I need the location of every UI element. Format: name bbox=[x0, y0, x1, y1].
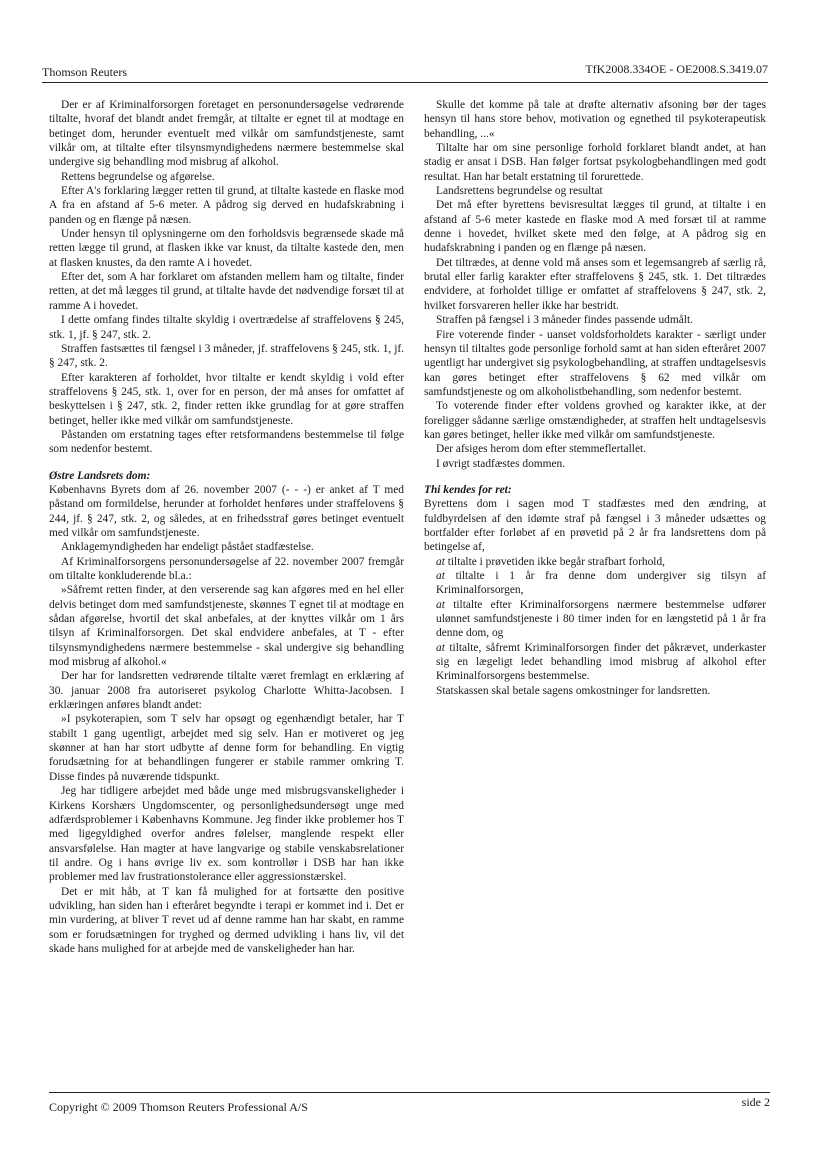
condition-item bbox=[424, 641, 766, 684]
paragraph: Efter karakteren af forholdet, hvor tiltalte er kendt skyldig i vold efter straffelovens § 245, stk. 1, over for en person, der må anses for omfattet af beskyttelsen i § 247, stk. 2, finder retten ikke grundlag for at gøre straffen betinget, heller ikke med vilkår om samfundstjeneste. bbox=[49, 371, 404, 427]
paragraph: Tiltalte har om sine personlige forhold forklaret blandt andet, at han stadig er ansat i DSB. Han følger fortsat psykologbehandlingen med godt resultat. Han har betalt erstatning til forurettede. bbox=[424, 142, 766, 183]
left-column bbox=[49, 98, 404, 956]
quote-paragraph: Jeg har tidligere arbejdet med både unge med misbrugsvanskeligheder i Kirkens Korshærs Ungdomscenter, og personlighedsundersøgt unge med adfærdsproblemer i Københavns Kommune. Jeg finder ikke problemer hos T med ligegyldighed overfor andres følelser, manglende respekt eller ansvarsfølelse. Han magter at have langvarige og stabile venskabsrelationer til andre. Og i hans øvrige liv ex. som kontrollør i DSB har han ikke problemer med lav frustrationstolerance eller aggressionstærskel. bbox=[49, 785, 404, 884]
condition-text: tiltalte efter Kriminalforsorgens nærmere bestemmelse udfører ulønnet samfundstjeneste i 80 timer inden for en længstetid på 1 år fra denne dom, og bbox=[436, 598, 766, 640]
paragraph: Der afsiges herom dom efter stemmeflertallet. bbox=[436, 443, 647, 456]
quote-paragraph: »I psykoterapien, som T selv har opsøgt og egenhændigt betaler, har T stabilt 1 gang ugentligt, arbejdet med sig selv. Han er motiveret og jeg skønner at han har stort udbytte af denne form for behandling. En vigtig forudsætning for at behandlingen fungerer er stabile rammer omkring T. Disse findes på nuværende tidspunkt. bbox=[49, 713, 404, 783]
paragraph: Det må efter byrettens bevisresultat lægges til grund, at tiltalte i en afstand af 5-6 meter kastede en flaske mod A med forsæt til at ramme denne i hovedet, hvilket skete med den følge, at A pådrog sig en hudafskrabning i panden og en flænge på næsen. bbox=[424, 199, 766, 255]
publisher-name: Thomson Reuters bbox=[42, 65, 127, 79]
paragraph: Der er af Kriminalforsorgen foretaget en personundersøgelse vedrørende tiltalte, hvoraf det blandt andet fremgår, at tiltalte er egnet til at modtage en betinget dom, herunder eventuelt med vilkår om samfundstjeneste, samt vilkår om, at tiltalte efter tilsynsmyndighedens nærmere bestemmelse skal undergive sig behandling mod misbrug af alkohol. bbox=[49, 99, 404, 169]
condition-item bbox=[424, 555, 766, 569]
condition-text: tiltalte i 1 år fra denne dom undergiver sig tilsyn af Kriminalforsorgen, bbox=[436, 570, 766, 597]
copyright-notice: Copyright © 2009 Thomson Reuters Professional A/S bbox=[49, 1100, 308, 1114]
section-heading: Østre Landsrets dom: bbox=[49, 469, 151, 482]
verdict-paragraph: Byrettens dom i sagen mod T stadfæstes med den ændring, at fuldbyrdelsen af den idømte straf på fængsel i 3 måneder udsættes og bortfalder efter forløbet af en prøvetid på 2 år fra landsrettens dom på betingelse af, bbox=[424, 498, 766, 554]
condition-text: tiltalte i prøvetiden ikke begår strafbart forhold, bbox=[444, 555, 666, 568]
document-reference: TfK2008.334OE - OE2008.S.3419.07 bbox=[585, 62, 768, 76]
quote-paragraph: Skulle det komme på tale at drøfte alternativ afsoning bør der tages hensyn til hans store behov, motivation og egnethed til psykoterapeutisk behandling, ...« bbox=[424, 99, 766, 140]
paragraph: I dette omfang findes tiltalte skyldig i overtrædelse af straffelovens § 245, stk. 1, jf. § 247, stk. 2. bbox=[49, 314, 404, 341]
subheading: Landsrettens begrundelse og resultat bbox=[436, 185, 603, 198]
section-heading: Thi kendes for ret: bbox=[424, 483, 512, 496]
right-column bbox=[424, 98, 766, 698]
condition-lead: at bbox=[436, 555, 445, 568]
condition-item bbox=[424, 598, 766, 641]
paragraph: Af Kriminalforsorgens personundersøgelse af 22. november 2007 fremgår om tiltalte konkluderende bl.a.: bbox=[49, 555, 404, 582]
paragraph: Rettens begrundelse og afgørelse. bbox=[61, 170, 215, 183]
quote-paragraph: »Såfremt retten finder, at den verserende sag kan afgøres med en hel eller delvis betinget dom med samfundstjeneste, skønnes T egnet til at modtage en sådan afgørelse, hvortil det skal anbefales, at der knyttes vilkår om 1 års tilsyn af Kriminalforsorgen. Det skal endvidere anbefales, at T - efter tilsynsmyndighedens nærmere bestemmelse - skal undergive sig behandling mod misbrug af alkohol.« bbox=[49, 584, 404, 669]
page-header bbox=[42, 62, 768, 83]
paragraph: Anklagemyndigheden har endeligt påstået stadfæstelse. bbox=[61, 541, 314, 554]
paragraph: To voterende finder efter voldens grovhed og karakter ikke, at der foreligger sådanne særlige omstændigheder, at straffen helt undtagelsesvis kan gøres betinget, heller ikke med vilkår om samfundstjeneste. bbox=[424, 400, 766, 441]
page-number: side 2 bbox=[741, 1095, 770, 1109]
paragraph: Efter A's forklaring lægger retten til grund, at tiltalte kastede en flaske mod A fra en afstand af 5-6 meter. A pådrog sig derved en hudafskrabning i panden og en flænge på næsen. bbox=[49, 185, 404, 226]
paragraph: Straffen på fængsel i 3 måneder findes passende udmålt. bbox=[436, 314, 693, 327]
page-footer bbox=[49, 1092, 770, 1123]
paragraph: Straffen fastsættes til fængsel i 3 måneder, jf. straffelovens § 245, stk. 1, jf. § 247, stk. 2. bbox=[49, 342, 404, 370]
quote-paragraph: Det er mit håb, at T kan få mulighed for at fortsætte den positive udvikling, han siden han i efteråret begyndte i terapi er kommet ind i. Det er min vurdering, at bliver T revet ud af denne ramme han har skabt, en ramme som er forudsætningen for tryghed og dermed udvikling i hans liv, vil det skade hans mulighed for at arbejde med de vanskeligheder han har. bbox=[49, 885, 404, 955]
paragraph: I øvrigt stadfæstes dommen. bbox=[436, 457, 566, 470]
condition-lead: at bbox=[436, 570, 445, 582]
paragraph: Det tiltrædes, at denne vold må anses som et legemsangreb af særlig rå, brutal eller farlig karakter efter straffelovens § 245, stk. 1. Det tiltrædes endvidere, at forholdet tillige er omfattet af straffelovens § 247, stk. 2, hvilket forsvareren heller ikke har bestridt. bbox=[424, 256, 766, 312]
paragraph: Fire voterende finder - uanset voldsforholdets karakter - særligt under hensyn til tiltaltes gode personlige forhold samt at han siden efteråret 2007 ugentligt har undergivet sig psykologbehandling, at straffen undtagelsesvis kan gøres betinget efter straffelovens § 62 med vilkår om samfundstjeneste og om alkoholistbehandling, som nedenfor bestemt. bbox=[424, 328, 766, 398]
paragraph: Under hensyn til oplysningerne om den forholdsvis begrænsede skade må retten lægge til grund, at flasken ikke var knust, da tiltalte kastede den, men at flasken knustes, da den ramte A i hovedet. bbox=[49, 228, 404, 269]
paragraph: Påstanden om erstatning tages efter retsformandens bestemmelse til følge som nedenfor bestemt. bbox=[49, 428, 404, 456]
paragraph: Der har for landsretten vedrørende tiltalte været fremlagt en erklæring af 30. januar 2008 fra autoriseret psykolog Charlotte Whitta-Jacobsen. I erklæringen anføres blandt andet: bbox=[49, 670, 404, 712]
paragraph: Københavns Byrets dom af 26. november 2007 (- - -) er anket af T med påstand om formildelse, herunder at forholdet henføres under straffelovens § 244, jf. § 247, stk. 2, og således, at en frihedsstraf gøres betinget eventuelt med vilkår om samfundstjeneste. bbox=[49, 483, 404, 539]
paragraph: Efter det, som A har forklaret om afstanden mellem ham og tiltalte, finder retten, at det må lægges til grund, at tiltalte havde det nødvendige forsæt til at ramme A i hovedet. bbox=[49, 271, 404, 312]
condition-item bbox=[424, 569, 766, 598]
costs-paragraph: Statskassen skal betale sagens omkostninger for landsretten. bbox=[436, 684, 711, 697]
condition-lead: at bbox=[436, 641, 445, 654]
condition-text: tiltalte, såfremt Kriminalforsorgen finder det påkrævet, underkaster sig en lægeligt ledet behandling imod misbrug af alkohol efter Kriminalforsorgens bestemmelse. bbox=[436, 641, 766, 683]
condition-lead: at bbox=[436, 598, 445, 611]
